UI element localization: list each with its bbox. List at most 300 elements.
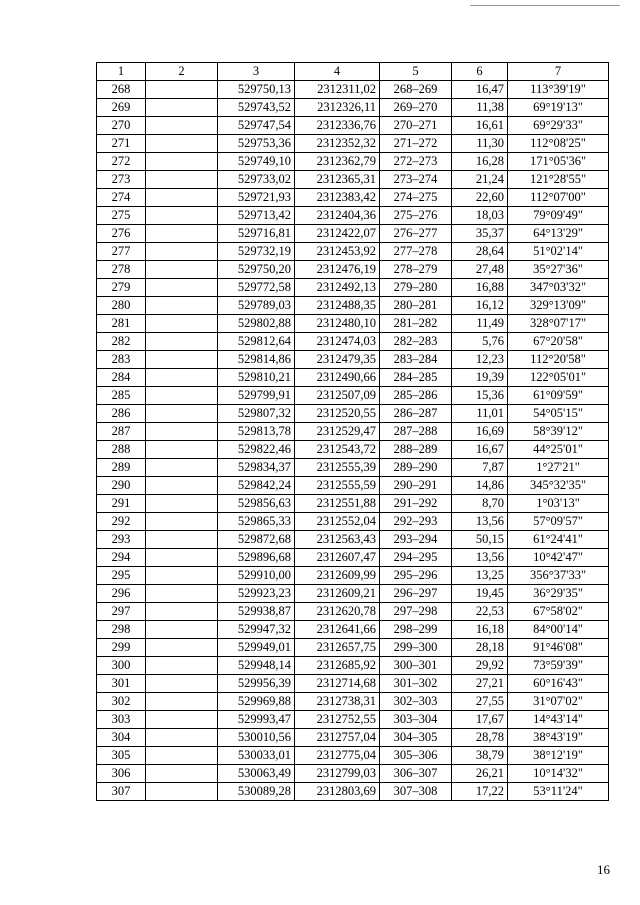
- point-number-cell: 287: [97, 423, 146, 441]
- segment-cell: 299–300: [380, 639, 452, 657]
- bearing-cell: 14°43'14": [508, 711, 609, 729]
- table-row: [97, 459, 609, 477]
- bearing-cell: 91°46'08": [508, 639, 609, 657]
- column-2-cell: [146, 99, 218, 117]
- column-2-cell: [146, 441, 218, 459]
- x-coordinate-cell: 529856,63: [218, 495, 295, 513]
- table-row: [97, 441, 609, 459]
- segment-cell: 291–292: [380, 495, 452, 513]
- column-2-cell: [146, 189, 218, 207]
- length-cell: 18,03: [452, 207, 508, 225]
- bearing-cell: 171°05'36": [508, 153, 609, 171]
- length-cell: 13,25: [452, 567, 508, 585]
- y-coordinate-cell: 2312479,35: [295, 351, 380, 369]
- point-number-cell: 290: [97, 477, 146, 495]
- x-coordinate-cell: 529923,23: [218, 585, 295, 603]
- segment-cell: 273–274: [380, 171, 452, 189]
- length-cell: 5,76: [452, 333, 508, 351]
- y-coordinate-cell: 2312552,04: [295, 513, 380, 531]
- bearing-cell: 121°28'55": [508, 171, 609, 189]
- point-number-cell: 281: [97, 315, 146, 333]
- column-2-cell: [146, 387, 218, 405]
- table-row: [97, 243, 609, 261]
- y-coordinate-cell: 2312609,21: [295, 585, 380, 603]
- y-coordinate-cell: 2312555,39: [295, 459, 380, 477]
- x-coordinate-cell: 529834,37: [218, 459, 295, 477]
- column-2-cell: [146, 603, 218, 621]
- y-coordinate-cell: 2312620,78: [295, 603, 380, 621]
- point-number-cell: 273: [97, 171, 146, 189]
- table-row: [97, 297, 609, 315]
- table-row: [97, 189, 609, 207]
- x-coordinate-cell: 529993,47: [218, 711, 295, 729]
- table-row: [97, 549, 609, 567]
- column-2-cell: [146, 693, 218, 711]
- column-header-4: 4: [295, 63, 380, 81]
- y-coordinate-cell: 2312362,79: [295, 153, 380, 171]
- table-row: [97, 135, 609, 153]
- segment-cell: 270–271: [380, 117, 452, 135]
- column-2-cell: [146, 657, 218, 675]
- segment-cell: 271–272: [380, 135, 452, 153]
- column-2-cell: [146, 639, 218, 657]
- x-coordinate-cell: 529743,52: [218, 99, 295, 117]
- bearing-cell: 51°02'14": [508, 243, 609, 261]
- column-2-cell: [146, 729, 218, 747]
- bearing-cell: 1°27'21": [508, 459, 609, 477]
- point-number-cell: 295: [97, 567, 146, 585]
- x-coordinate-cell: 529956,39: [218, 675, 295, 693]
- x-coordinate-cell: 529807,32: [218, 405, 295, 423]
- column-2-cell: [146, 621, 218, 639]
- table-row: [97, 387, 609, 405]
- x-coordinate-cell: 529812,64: [218, 333, 295, 351]
- length-cell: 17,67: [452, 711, 508, 729]
- x-coordinate-cell: 529753,36: [218, 135, 295, 153]
- x-coordinate-cell: 529872,68: [218, 531, 295, 549]
- bearing-cell: 58°39'12": [508, 423, 609, 441]
- length-cell: 14,86: [452, 477, 508, 495]
- length-cell: 11,30: [452, 135, 508, 153]
- y-coordinate-cell: 2312520,55: [295, 405, 380, 423]
- column-header-3: 3: [218, 63, 295, 81]
- segment-cell: 288–289: [380, 441, 452, 459]
- column-2-cell: [146, 279, 218, 297]
- length-cell: 50,15: [452, 531, 508, 549]
- segment-cell: 284–285: [380, 369, 452, 387]
- bearing-cell: 53°11'24": [508, 783, 609, 801]
- segment-cell: 290–291: [380, 477, 452, 495]
- column-2-cell: [146, 351, 218, 369]
- segment-cell: 293–294: [380, 531, 452, 549]
- bearing-cell: 1°03'13": [508, 495, 609, 513]
- bearing-cell: 10°14'32": [508, 765, 609, 783]
- table-row: [97, 567, 609, 585]
- point-number-cell: 284: [97, 369, 146, 387]
- bearing-cell: 31°07'02": [508, 693, 609, 711]
- table-row: [97, 783, 609, 801]
- column-2-cell: [146, 81, 218, 99]
- y-coordinate-cell: 2312480,10: [295, 315, 380, 333]
- length-cell: 28,78: [452, 729, 508, 747]
- bearing-cell: 69°19'13": [508, 99, 609, 117]
- segment-cell: 272–273: [380, 153, 452, 171]
- point-number-cell: 300: [97, 657, 146, 675]
- y-coordinate-cell: 2312738,31: [295, 693, 380, 711]
- x-coordinate-cell: 529733,02: [218, 171, 295, 189]
- bearing-cell: 329°13'09": [508, 297, 609, 315]
- table-row: [97, 729, 609, 747]
- segment-cell: 307–308: [380, 783, 452, 801]
- y-coordinate-cell: 2312352,32: [295, 135, 380, 153]
- x-coordinate-cell: 529799,91: [218, 387, 295, 405]
- column-header-6: 6: [452, 63, 508, 81]
- length-cell: 27,55: [452, 693, 508, 711]
- segment-cell: 297–298: [380, 603, 452, 621]
- y-coordinate-cell: 2312474,03: [295, 333, 380, 351]
- length-cell: 13,56: [452, 549, 508, 567]
- segment-cell: 303–304: [380, 711, 452, 729]
- y-coordinate-cell: 2312311,02: [295, 81, 380, 99]
- bearing-cell: 60°16'43": [508, 675, 609, 693]
- point-number-cell: 276: [97, 225, 146, 243]
- table-row: [97, 99, 609, 117]
- table-body: [97, 81, 609, 801]
- point-number-cell: 268: [97, 81, 146, 99]
- length-cell: 16,12: [452, 297, 508, 315]
- table-row: [97, 639, 609, 657]
- bearing-cell: 328°07'17": [508, 315, 609, 333]
- length-cell: 16,28: [452, 153, 508, 171]
- table-row: [97, 153, 609, 171]
- x-coordinate-cell: 529814,86: [218, 351, 295, 369]
- column-header-7: 7: [508, 63, 609, 81]
- point-number-cell: 272: [97, 153, 146, 171]
- length-cell: 29,92: [452, 657, 508, 675]
- table-row: [97, 423, 609, 441]
- x-coordinate-cell: 529713,42: [218, 207, 295, 225]
- y-coordinate-cell: 2312365,31: [295, 171, 380, 189]
- column-2-cell: [146, 711, 218, 729]
- point-number-cell: 292: [97, 513, 146, 531]
- bearing-cell: 38°43'19": [508, 729, 609, 747]
- y-coordinate-cell: 2312803,69: [295, 783, 380, 801]
- y-coordinate-cell: 2312641,66: [295, 621, 380, 639]
- x-coordinate-cell: 529750,20: [218, 261, 295, 279]
- x-coordinate-cell: 529789,03: [218, 297, 295, 315]
- coordinates-table: [96, 62, 609, 801]
- column-2-cell: [146, 765, 218, 783]
- bearing-cell: 67°58'02": [508, 603, 609, 621]
- y-coordinate-cell: 2312799,03: [295, 765, 380, 783]
- point-number-cell: 280: [97, 297, 146, 315]
- segment-cell: 306–307: [380, 765, 452, 783]
- x-coordinate-cell: 529865,33: [218, 513, 295, 531]
- y-coordinate-cell: 2312563,43: [295, 531, 380, 549]
- point-number-cell: 305: [97, 747, 146, 765]
- top-rule: [470, 5, 620, 6]
- x-coordinate-cell: 529910,00: [218, 567, 295, 585]
- y-coordinate-cell: 2312775,04: [295, 747, 380, 765]
- bearing-cell: 112°07'00": [508, 189, 609, 207]
- length-cell: 7,87: [452, 459, 508, 477]
- point-number-cell: 307: [97, 783, 146, 801]
- length-cell: 27,21: [452, 675, 508, 693]
- bearing-cell: 54°05'15": [508, 405, 609, 423]
- length-cell: 16,69: [452, 423, 508, 441]
- segment-cell: 283–284: [380, 351, 452, 369]
- segment-cell: 287–288: [380, 423, 452, 441]
- length-cell: 22,53: [452, 603, 508, 621]
- point-number-cell: 285: [97, 387, 146, 405]
- column-2-cell: [146, 477, 218, 495]
- x-coordinate-cell: 529749,10: [218, 153, 295, 171]
- y-coordinate-cell: 2312490,66: [295, 369, 380, 387]
- segment-cell: 285–286: [380, 387, 452, 405]
- bearing-cell: 44°25'01": [508, 441, 609, 459]
- bearing-cell: 112°08'25": [508, 135, 609, 153]
- column-2-cell: [146, 783, 218, 801]
- x-coordinate-cell: 529896,68: [218, 549, 295, 567]
- point-number-cell: 271: [97, 135, 146, 153]
- x-coordinate-cell: 529772,58: [218, 279, 295, 297]
- bearing-cell: 67°20'58": [508, 333, 609, 351]
- segment-cell: 281–282: [380, 315, 452, 333]
- table-row: [97, 603, 609, 621]
- segment-cell: 292–293: [380, 513, 452, 531]
- table-row: [97, 711, 609, 729]
- table-row: [97, 279, 609, 297]
- y-coordinate-cell: 2312714,68: [295, 675, 380, 693]
- segment-cell: 300–301: [380, 657, 452, 675]
- bearing-cell: 122°05'01": [508, 369, 609, 387]
- length-cell: 22,60: [452, 189, 508, 207]
- segment-cell: 302–303: [380, 693, 452, 711]
- x-coordinate-cell: 530089,28: [218, 783, 295, 801]
- column-2-cell: [146, 243, 218, 261]
- segment-cell: 301–302: [380, 675, 452, 693]
- column-2-cell: [146, 225, 218, 243]
- y-coordinate-cell: 2312492,13: [295, 279, 380, 297]
- y-coordinate-cell: 2312476,19: [295, 261, 380, 279]
- x-coordinate-cell: 529947,32: [218, 621, 295, 639]
- table-row: [97, 81, 609, 99]
- point-number-cell: 302: [97, 693, 146, 711]
- table-row: [97, 351, 609, 369]
- segment-cell: 268–269: [380, 81, 452, 99]
- table-row: [97, 495, 609, 513]
- segment-cell: 282–283: [380, 333, 452, 351]
- x-coordinate-cell: 529810,21: [218, 369, 295, 387]
- x-coordinate-cell: 529802,88: [218, 315, 295, 333]
- length-cell: 19,39: [452, 369, 508, 387]
- column-2-cell: [146, 153, 218, 171]
- page-number: 16: [597, 862, 610, 877]
- length-cell: 19,45: [452, 585, 508, 603]
- x-coordinate-cell: 529969,88: [218, 693, 295, 711]
- y-coordinate-cell: 2312555,59: [295, 477, 380, 495]
- bearing-cell: 73°59'39": [508, 657, 609, 675]
- table-row: [97, 117, 609, 135]
- segment-cell: 296–297: [380, 585, 452, 603]
- point-number-cell: 269: [97, 99, 146, 117]
- column-2-cell: [146, 333, 218, 351]
- table-row: [97, 405, 609, 423]
- y-coordinate-cell: 2312488,35: [295, 297, 380, 315]
- table-row: [97, 675, 609, 693]
- point-number-cell: 299: [97, 639, 146, 657]
- point-number-cell: 306: [97, 765, 146, 783]
- x-coordinate-cell: 529813,78: [218, 423, 295, 441]
- table-row: [97, 621, 609, 639]
- bearing-cell: 79°09'49": [508, 207, 609, 225]
- segment-cell: 298–299: [380, 621, 452, 639]
- table-row: [97, 171, 609, 189]
- column-2-cell: [146, 369, 218, 387]
- point-number-cell: 274: [97, 189, 146, 207]
- column-2-cell: [146, 675, 218, 693]
- x-coordinate-cell: 529750,13: [218, 81, 295, 99]
- table-row: [97, 333, 609, 351]
- point-number-cell: 288: [97, 441, 146, 459]
- y-coordinate-cell: 2312551,88: [295, 495, 380, 513]
- segment-cell: 289–290: [380, 459, 452, 477]
- point-number-cell: 291: [97, 495, 146, 513]
- length-cell: 27,48: [452, 261, 508, 279]
- segment-cell: 294–295: [380, 549, 452, 567]
- column-2-cell: [146, 423, 218, 441]
- point-number-cell: 289: [97, 459, 146, 477]
- point-number-cell: 297: [97, 603, 146, 621]
- point-number-cell: 275: [97, 207, 146, 225]
- segment-cell: 277–278: [380, 243, 452, 261]
- column-2-cell: [146, 171, 218, 189]
- point-number-cell: 270: [97, 117, 146, 135]
- length-cell: 17,22: [452, 783, 508, 801]
- y-coordinate-cell: 2312543,72: [295, 441, 380, 459]
- x-coordinate-cell: 529732,19: [218, 243, 295, 261]
- point-number-cell: 294: [97, 549, 146, 567]
- length-cell: 35,37: [452, 225, 508, 243]
- y-coordinate-cell: 2312607,47: [295, 549, 380, 567]
- x-coordinate-cell: 529822,46: [218, 441, 295, 459]
- length-cell: 16,61: [452, 117, 508, 135]
- x-coordinate-cell: 529949,01: [218, 639, 295, 657]
- length-cell: 26,21: [452, 765, 508, 783]
- bearing-cell: 61°24'41": [508, 531, 609, 549]
- y-coordinate-cell: 2312507,09: [295, 387, 380, 405]
- column-header-1: 1: [97, 63, 146, 81]
- segment-cell: 275–276: [380, 207, 452, 225]
- table-row: [97, 207, 609, 225]
- bearing-cell: 61°09'59": [508, 387, 609, 405]
- segment-cell: 279–280: [380, 279, 452, 297]
- bearing-cell: 347°03'32": [508, 279, 609, 297]
- bearing-cell: 38°12'19": [508, 747, 609, 765]
- y-coordinate-cell: 2312422,07: [295, 225, 380, 243]
- point-number-cell: 298: [97, 621, 146, 639]
- segment-cell: 269–270: [380, 99, 452, 117]
- table-row: [97, 747, 609, 765]
- length-cell: 16,67: [452, 441, 508, 459]
- bearing-cell: 10°42'47": [508, 549, 609, 567]
- column-header-5: 5: [380, 63, 452, 81]
- point-number-cell: 304: [97, 729, 146, 747]
- column-2-cell: [146, 117, 218, 135]
- column-2-cell: [146, 315, 218, 333]
- table-row: [97, 369, 609, 387]
- table-row: [97, 513, 609, 531]
- y-coordinate-cell: 2312383,42: [295, 189, 380, 207]
- y-coordinate-cell: 2312685,92: [295, 657, 380, 675]
- column-2-cell: [146, 567, 218, 585]
- segment-cell: 278–279: [380, 261, 452, 279]
- bearing-cell: 69°29'33": [508, 117, 609, 135]
- length-cell: 8,70: [452, 495, 508, 513]
- bearing-cell: 113°39'19": [508, 81, 609, 99]
- bearing-cell: 57°09'57": [508, 513, 609, 531]
- bearing-cell: 356°37'33": [508, 567, 609, 585]
- column-2-cell: [146, 549, 218, 567]
- length-cell: 11,38: [452, 99, 508, 117]
- column-2-cell: [146, 531, 218, 549]
- x-coordinate-cell: 529721,93: [218, 189, 295, 207]
- length-cell: 16,47: [452, 81, 508, 99]
- column-2-cell: [146, 135, 218, 153]
- segment-cell: 304–305: [380, 729, 452, 747]
- column-2-cell: [146, 261, 218, 279]
- table-row: [97, 225, 609, 243]
- length-cell: 28,64: [452, 243, 508, 261]
- y-coordinate-cell: 2312336,76: [295, 117, 380, 135]
- bearing-cell: 84°00'14": [508, 621, 609, 639]
- table-row: [97, 531, 609, 549]
- y-coordinate-cell: 2312453,92: [295, 243, 380, 261]
- y-coordinate-cell: 2312752,55: [295, 711, 380, 729]
- length-cell: 16,88: [452, 279, 508, 297]
- x-coordinate-cell: 530063,49: [218, 765, 295, 783]
- length-cell: 11,49: [452, 315, 508, 333]
- length-cell: 21,24: [452, 171, 508, 189]
- table-row: [97, 477, 609, 495]
- point-number-cell: 282: [97, 333, 146, 351]
- x-coordinate-cell: 530010,56: [218, 729, 295, 747]
- x-coordinate-cell: 530033,01: [218, 747, 295, 765]
- y-coordinate-cell: 2312404,36: [295, 207, 380, 225]
- bearing-cell: 345°32'35": [508, 477, 609, 495]
- x-coordinate-cell: 529747,54: [218, 117, 295, 135]
- segment-cell: 276–277: [380, 225, 452, 243]
- point-number-cell: 277: [97, 243, 146, 261]
- length-cell: 13,56: [452, 513, 508, 531]
- x-coordinate-cell: 529948,14: [218, 657, 295, 675]
- point-number-cell: 286: [97, 405, 146, 423]
- segment-cell: 286–287: [380, 405, 452, 423]
- y-coordinate-cell: 2312529,47: [295, 423, 380, 441]
- length-cell: 38,79: [452, 747, 508, 765]
- point-number-cell: 293: [97, 531, 146, 549]
- segment-cell: 305–306: [380, 747, 452, 765]
- x-coordinate-cell: 529842,24: [218, 477, 295, 495]
- length-cell: 11,01: [452, 405, 508, 423]
- y-coordinate-cell: 2312757,04: [295, 729, 380, 747]
- bearing-cell: 64°13'29": [508, 225, 609, 243]
- column-2-cell: [146, 405, 218, 423]
- length-cell: 28,18: [452, 639, 508, 657]
- column-2-cell: [146, 747, 218, 765]
- x-coordinate-cell: 529716,81: [218, 225, 295, 243]
- segment-cell: 295–296: [380, 567, 452, 585]
